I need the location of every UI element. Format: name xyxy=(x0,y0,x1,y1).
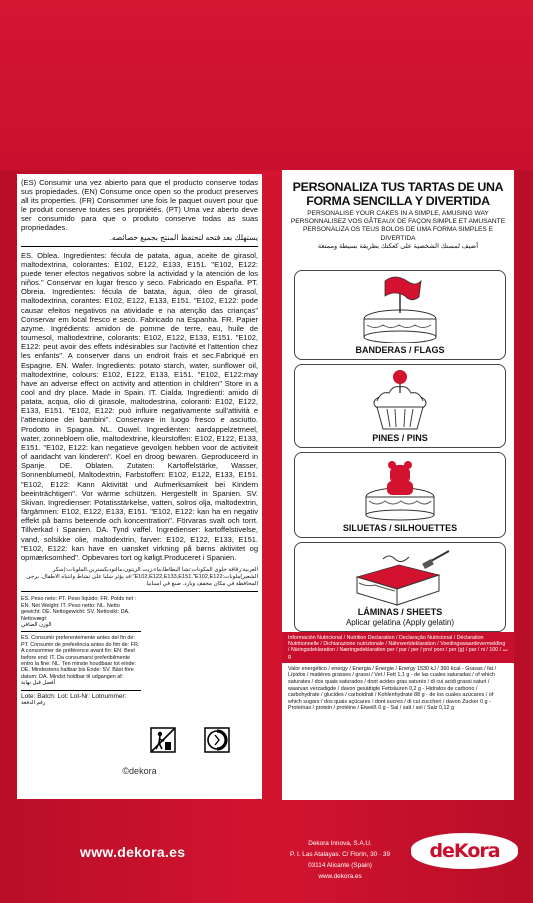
company-street: P. I. Las Atalayas. C/ Florín, 30 · 39 xyxy=(289,851,391,858)
tile-sheets xyxy=(294,542,506,632)
cake-flag-icon xyxy=(355,273,445,343)
tile-sheets-sub: Aplicar gelatina (Apply gelatin) xyxy=(345,618,455,627)
info-label-panel xyxy=(17,174,262,799)
ingredients-arabic: العربية:رقاقة حلوى المكونات:نشا البطاطا،ماء،زيت الزيتون،مالتوديكسترين،الملونات:(سكر الشعير)ملونات:E102,E122,E133,E151."E102,E122":قد يؤثر سلبا على نشاط وانتباه الاطفال. يرجى المحافظة في مكان مجفف وبارد. صنع في اسبانيا xyxy=(26,566,258,587)
divider xyxy=(21,591,258,592)
tile-silhouettes xyxy=(294,452,506,538)
nutrition-table xyxy=(282,632,514,800)
guide-subtitle-en: PERSONALISE YOUR CAKES IN A SIMPLE, AMUSING WAY xyxy=(307,210,489,217)
green-dot-recycling-icon xyxy=(203,726,231,754)
company-web: www.dekora.es xyxy=(318,873,362,880)
batch-arabic: رقم الدفعة xyxy=(21,700,46,707)
consume-once-open-arabic: يستهلك بعد فتحه لتحتفظ المنتج بجميع خصائصه. xyxy=(109,232,258,242)
consume-once-open-text: (ES) Consumir una vez abierto para que el producto conserve todas sus propiedades. (EN) Consume once open so the product preserves all its properties. (FR) Consommer une fois le paquet ouvert pour que le produit conserve toutes ses propriétés. (PT) Uma vez aberto deve ser consumido para que o produto conserve todas as suas propriedades. xyxy=(21,178,258,233)
divider xyxy=(21,631,141,632)
ingredients-text: ES. Oblea. Ingredientes: fécula de patata, agua, aceite de girasol, maltodextrina, colorantes: E102, E122, E133, E151. "E102, E122: puede tener efectos negativos sobre la actividad y la atención de los niños." Conservar en lugar fresco y seco. Fabricado en España. PT. Obreia. Ingredientes: fécula de batata, água, óleo de girasol, maltodextrina, corantes: E102, E122, E133, E151. "E102, E122: pode causar efeitos negativos na atividade e na atenção das crianças" Conservar em local fresco e seco. Fabricado na Espanha. FR. Papier azyme. Ingrédients: amidon de pomme de terre, eau, huile de tournesol, maltodextrine, colorants: E102, E122, E133, E151. "E102, E122: peut avoir des effets indésirables sur l'activité et l'attention chez les enfants". A conserver dans un endroit frais et sec.Fabriqué en Espagne. EN. Wafer. Ingredients: potato starch, water, sunflower oil, maltodextrine, colours: E102, E122, E133, E151. "E102, E122:may have an adverse effect on activity and attention in children" Store in a cool and dry place. Made in Spain. IT. Cialda. Ingredienti: amido di patata, acqua, olio di girasole, maltodestrina, coloranti: E102, E122, E133, E151. "E102, E122: può influire negativamente sull'attività e l'attenzione dei bambini". Conservare in luogo fresco e asciutto. Prodotto in Spagna. NL. Ouwel. Ingrediënten: aardappelzetmeel, water, zonnebloem olie, maltodextrine, kleurstoffen: E102, E122, E133, E151. "E102, E122: kan negatieve gevolgen hebben voor de activiteit of aandacht van kinderen". Koel en droog bewaren. Geproduceerd in Spanje. DE. Oblaten. Zutaten: Kartoffelstärke, Wasser, Sonnenblumeöl, Maltodextrin, Farbstoffen: E102, E122, E133, E151. "E102, E122: Kann Aktivität und Aufmerksamkeit bei Kindern beeinträchtigen". Vor wärme schützen. Hergestellt in Spanien. SV. Skivan. Ingredienser: Potatisstärkelse, vatten, solros olja, maltodextrin, färgämnen: E102, E122, E133, E151. "E102, E122: kan ha en negativ effekt på barns beteende och koncentration". Förvaras svalt och torrt. Tillverkad i Spanien. DA. Tynd vaffel. Ingredienser: kartoffelstivelse, vand, solsikke olie, maltodextrin, farver: E102, E122, E133, E151. "E102, E122: kan have en uønsket virkning på børns aktivitet og opmærksomhed". Opbevares tort og køligt.Produceret i Spanien. xyxy=(21,250,258,562)
guide-subtitle-fr: PERSONNALISEZ VOS GÂTEAUX DE FAÇON SIMPLE ET AMUSANTE xyxy=(290,218,506,226)
tile-pins xyxy=(294,364,506,448)
copyright-text: ©dekora xyxy=(122,766,157,776)
website-link[interactable]: www.dekora.es xyxy=(80,844,186,860)
best-before-text: ES. Consumir preferentemente antes del fin de: PT. Consumir de preferência antes do fim de: FR. A consommer de préférence avant fin: EN. Best before end: IT. Da consumarsi preferibilmente entro la fine: NL. Ten minste houdbaar tot einde: DE. Mindestens haltbar bis Ende: SV. Bäst före datum: DA. Mindst holdbar til udgangen af: xyxy=(21,635,140,680)
nutrition-header: Información Nutricional / Nutrition Declaration / Declaração Nutricional / Déclaration Nutritionnelle / Dichiarazione nutrizionale / Nährwertdeklaration / Voedingswaardevermelding / Näringsdeklaration / Næringsdeklaration per / par / per / pro/ poor / per (g) / par / ni / ت / 100 g xyxy=(282,632,514,663)
net-weight-text: ES. Peso neto: PT. Peso líquido: FR. Poids net : EN. Net Weight: IT. Peso netto: NL. Netto gewicht: DE. Nettogewicht: SV. Nettovikt: DA. Nettovægt: xyxy=(21,596,137,622)
company-address xyxy=(270,838,410,882)
divider xyxy=(21,246,258,247)
dekora-logo xyxy=(411,833,518,869)
cupcake-pin-icon xyxy=(365,369,435,431)
logo-text: deKora xyxy=(429,840,500,862)
cake-silhouette-icon xyxy=(357,457,443,521)
sheet-cake-icon xyxy=(347,547,457,609)
nutrition-values: Valor energético / energy / Energia / Énergie / Energy 1530 kJ / 360 kcal - Grasas / fat / Lípidos / matières grasses / grassi / Vet / Fett 1,1 g - de las cuales saturadas / of which saturates / dos quais saturados / dont acides gras saturés / di cui acidi grassi saturi / waarvan verzadigde / davon gesättigte Fettsäuren 0,2 g - Hidratos de carbono / carbohydrate / glucides / carboidrati / Kohlenhydrate 88 g - de los cuales azúcares / of which sugars / dos quais açúcares / dont sucres / di cui zuccheri / davon Zucker 0 g - Proteínas / protein / protéine / Eiweiß 0 g - Sal / salt / sel / Salz 0,12 g xyxy=(288,665,497,712)
no-litter-icon xyxy=(149,726,177,754)
usage-guide-panel xyxy=(282,170,514,800)
best-before-arabic: أفضل قبل نهاية xyxy=(21,680,56,687)
company-name: Dekora Innova, S.A.U. xyxy=(308,840,372,847)
tile-flags-label: BANDERAS / FLAGS xyxy=(355,345,445,355)
tile-silhouettes-label: SILUETAS / SILHOUETTES xyxy=(342,523,458,533)
guide-subtitle-ar: أضيف لمستك الشخصية على كعكتك بطريقة بسيطة وممتعة xyxy=(317,242,479,250)
tile-pins-label: PINES / PINS xyxy=(372,433,428,443)
guide-title: PERSONALIZA TUS TARTAS DE UNA FORMA SENCILLA Y DIVERTIDA xyxy=(292,180,504,208)
package-top-band xyxy=(0,0,533,170)
batch-text: Lote: Batch: Lot: Lot-Nr: Lotnummer: xyxy=(21,692,127,700)
net-weight-arabic: الوزن الصافي xyxy=(21,621,52,628)
tile-sheets-label: LÁMINAS / SHEETS xyxy=(357,607,443,617)
guide-subtitle-pt: PERSONALIZA OS TEUS BOLOS DE UMA FORMA SIMPLES E DIVERTIDA xyxy=(302,226,494,242)
tile-flags xyxy=(294,270,506,360)
divider xyxy=(21,690,141,691)
company-city: 03114 Alicante (Spain) xyxy=(308,862,372,869)
